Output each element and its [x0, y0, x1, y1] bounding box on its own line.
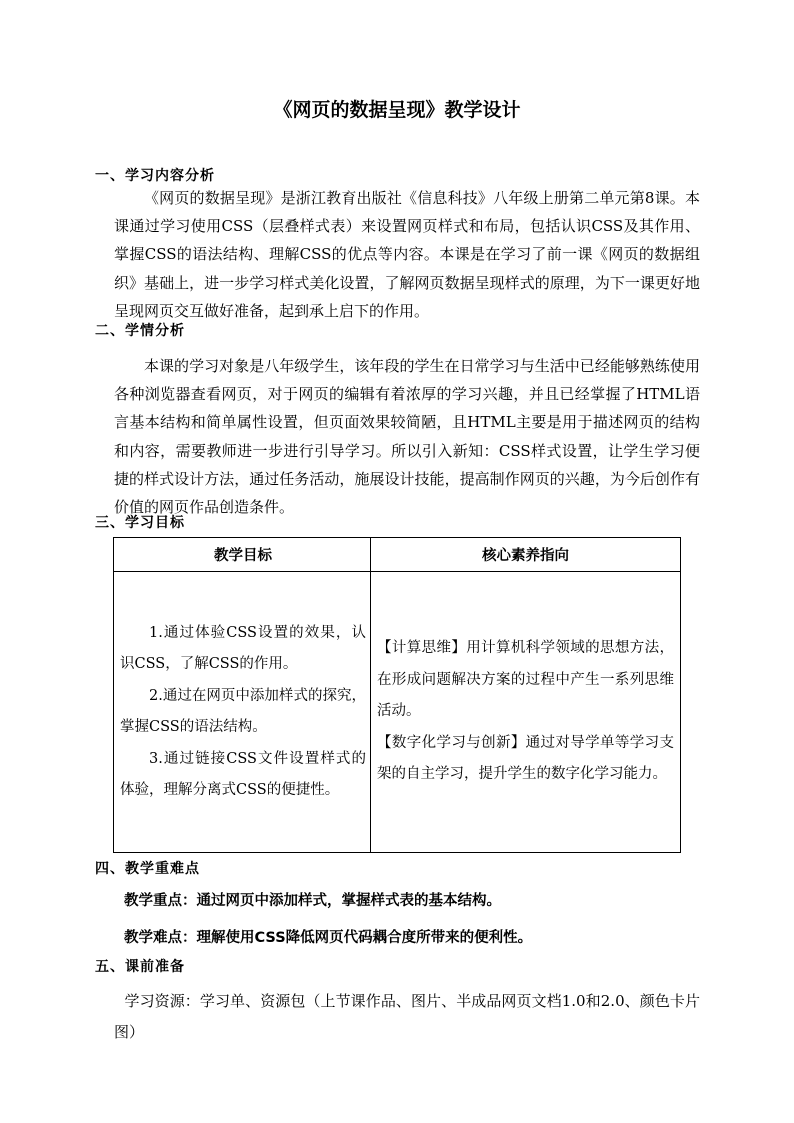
- core-literacy-cell: [371, 572, 681, 853]
- teaching-goals-cell: [114, 572, 371, 853]
- section-heading-learner-analysis: 二、学情分析: [95, 323, 185, 339]
- table-header-teaching-goals: 教学目标: [114, 538, 371, 572]
- preparation-paragraph: 学习资源：学习单、资源包（上节课作品、图片、半成品网页文档1.0和2.0、颜色卡片图）: [114, 992, 700, 1041]
- goal-item: 2.通过在网页中添加样式的探究，掌握CSS的语法结构。: [120, 687, 366, 735]
- literacy-item: 【数字化学习与创新】通过对导学单等学习支架的自主学习，提升学生的数字化学习能力。: [377, 734, 674, 783]
- goal-item: 1.通过体验CSS设置的效果，认识CSS，了解CSS的作用。: [120, 624, 366, 672]
- content-analysis-paragraph: 《网页的数据呈现》是浙江教育出版社《信息科技》八年级上册第二单元第8课。本课通过学习使用CSS（层叠样式表）来设置网页样式和布局，包括认识CSS及其作用、掌握CSS的语法结构、理解CSS的优点等内容。本课是在学习了前一课《网页的数据组织》基础上，进一步学习样式美化设置，了解网页数据呈现样式的原理，为下一课更好地呈现网页交互做好准备，起到承上启下的作用。: [114, 189, 700, 320]
- section-heading-learning-goals: 三、学习目标: [95, 515, 185, 531]
- key-point-text: 教学重点：通过网页中添加样式，掌握样式表的基本结构。: [124, 893, 501, 909]
- document-title: 《网页的数据呈现》教学设计: [273, 99, 521, 121]
- section-heading-content-analysis: 一、学习内容分析: [95, 168, 215, 184]
- learner-analysis-paragraph: 本课的学习对象是八年级学生，该年段的学生在日常学习与生活中已经能够熟练使用各种浏览器查看网页，对于网页的编辑有着浓厚的学习兴趣，并且已经掌握了HTML语言基本结构和简单属性设置，但页面效果较简陋，且HTML主要是用于描述网页的结构和内容，需要教师进一步进行引导学习。所以引入新知：CSS样式设置，让学生学习便捷的样式设计方法，通过任务活动，施展设计技能，提高制作网页的兴趣，为今后创作有价值的网页作品创造条件。: [114, 357, 700, 517]
- goal-item: 3.通过链接CSS文件设置样式的体验，理解分离式CSS的便捷性。: [120, 750, 366, 798]
- difficulty-text: 教学难点：理解使用CSS降低网页代码耦合度所带来的便利性。: [124, 930, 533, 946]
- table-row: [114, 572, 681, 853]
- table-header-core-literacy: 核心素养指向: [371, 538, 681, 572]
- table-header-row: [114, 538, 681, 572]
- learning-goals-table: [113, 537, 681, 853]
- literacy-item: 【计算思维】用计算机科学领域的思想方法，在形成问题解决方案的过程中产生一系列思维活动。: [377, 640, 674, 720]
- section-heading-preparation: 五、课前准备: [95, 959, 185, 975]
- section-heading-key-difficulties: 四、教学重难点: [95, 861, 200, 877]
